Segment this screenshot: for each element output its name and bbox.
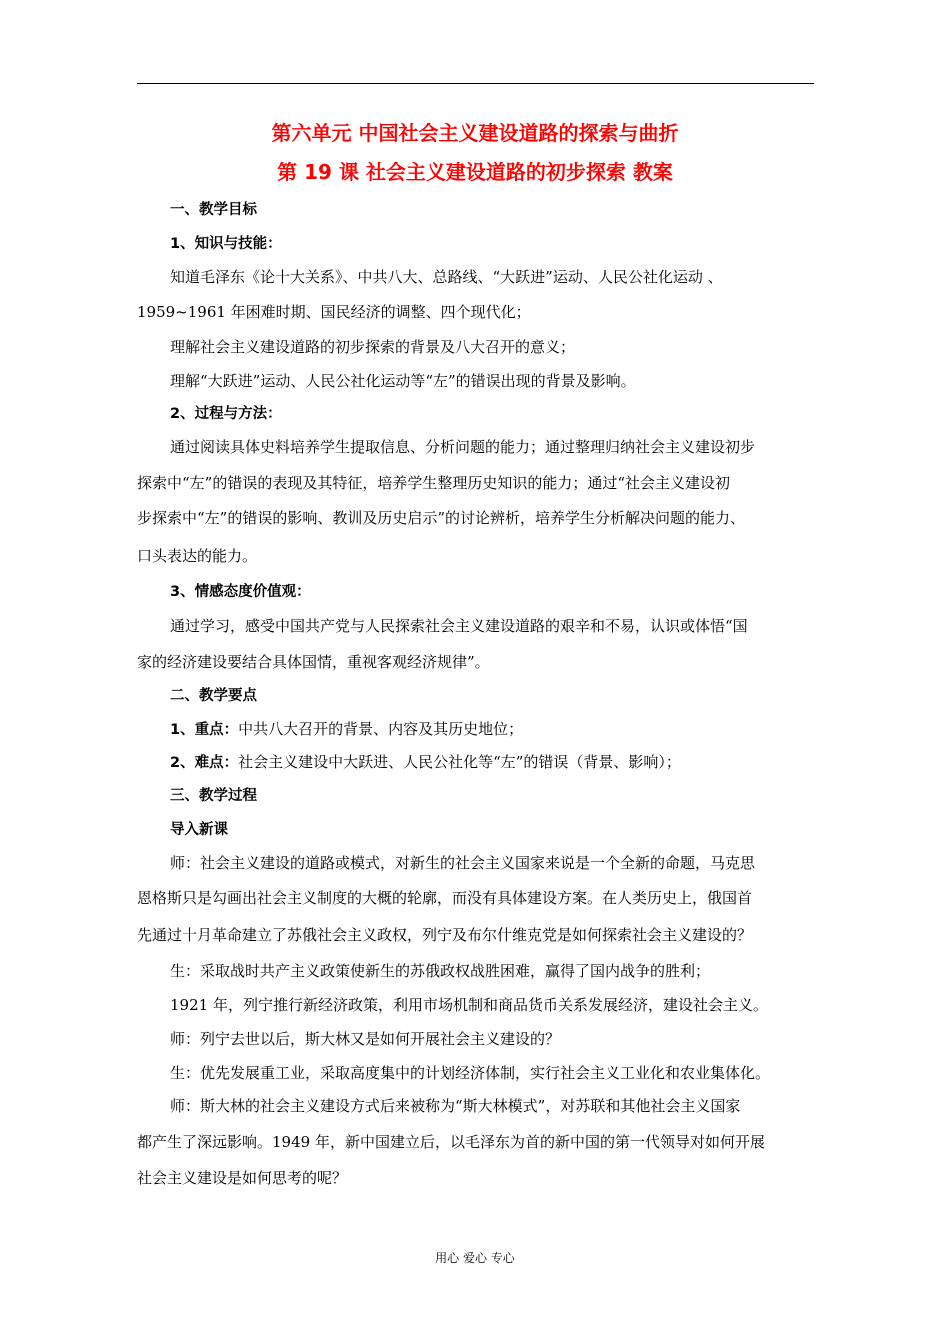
subheading-knowledge: 1、知识与技能： <box>170 236 282 252</box>
paragraph-line: 步探索中“左”的错误的影响、教训及历史启示”的讨论辨析，培养学生分析解决问题的能力、 <box>137 509 746 527</box>
header-rule <box>137 83 814 84</box>
keypoint-focus-text: 中共八大召开的背景、内容及其历史地位； <box>238 720 524 738</box>
paragraph-line: 理解“大跃进”运动、人民公社化运动等“左”的错误出现的背景及影响。 <box>170 372 636 390</box>
paragraph-line: 生：优先发展重工业，采取高度集中的计划经济体制，实行社会主义工业化和农业集体化。 <box>170 1064 771 1082</box>
paragraph-line: 社会主义建设是如何思考的呢？ <box>137 1169 348 1187</box>
paragraph-line: 师：社会主义建设的道路或模式，对新生的社会主义国家来说是一个全新的命题，马克思 <box>170 854 756 872</box>
paragraph-line: 口头表达的能力。 <box>137 547 258 565</box>
paragraph-line: 探索中“左”的错误的表现及其特征，培养学生整理历史知识的能力；通过“社会主义建设初 <box>137 474 731 492</box>
paragraph-line: 1959~1961 年困难时期、国民经济的调整、四个现代化； <box>137 303 531 321</box>
keypoint-focus-label: 1、重点： <box>170 722 239 738</box>
keypoint-difficulty-label: 2、难点： <box>170 755 239 771</box>
subheading-intro: 导入新课 <box>170 822 228 838</box>
paragraph-line: 师：斯大林的社会主义建设方式后来被称为“斯大林模式”，对苏联和其他社会主义国家 <box>170 1097 741 1115</box>
lesson-title: 第 19 课 社会主义建设道路的初步探索 教案 <box>277 160 673 184</box>
keypoint-focus <box>170 719 523 740</box>
unit-title: 第六单元 中国社会主义建设道路的探索与曲折 <box>271 121 679 145</box>
paragraph-line: 知道毛泽东《论十大关系》、中共八大、总路线、“大跃进”运动、人民公社化运动 、 <box>170 268 723 286</box>
keypoint-difficulty-text: 社会主义建设中大跃进、人民公社化等“左”的错误（背景、影响）； <box>238 753 681 771</box>
paragraph-line: 都产生了深远影响。1949 年，新中国建立后，以毛泽东为首的新中国的第一代领导对如何开展 <box>137 1133 765 1151</box>
paragraph-line: 恩格斯只是勾画出社会主义制度的大概的轮廓，而没有具体建设方案。在人类历史上，俄国首 <box>137 889 753 907</box>
subheading-values: 3、情感态度价值观： <box>170 584 311 600</box>
section-heading-objectives: 一、教学目标 <box>170 202 257 218</box>
paragraph-line: 生：采取战时共产主义政策使新生的苏俄政权战胜困难，赢得了国内战争的胜利； <box>170 962 711 980</box>
paragraph-line: 通过学习，感受中国共产党与人民探索社会主义建设道路的艰辛和不易，认识或体悟“国 <box>170 617 748 635</box>
paragraph-line: 先通过十月革命建立了苏俄社会主义政权，列宁及布尔什维克党是如何探索社会主义建设的？ <box>137 926 753 944</box>
section-heading-process: 三、教学过程 <box>170 788 257 804</box>
paragraph-line: 1921 年，列宁推行新经济政策，利用市场机制和商品货币关系发展经济，建设社会主义。 <box>170 996 768 1014</box>
page-footer: 用心 爱心 专心 <box>435 1251 515 1265</box>
keypoint-difficulty <box>170 752 681 773</box>
subheading-process: 2、过程与方法： <box>170 406 282 422</box>
paragraph-line: 师：列宁去世以后，斯大林又是如何开展社会主义建设的？ <box>170 1030 561 1048</box>
paragraph-line: 家的经济建设要结合具体国情，重视客观经济规律”。 <box>137 653 490 671</box>
paragraph-line: 理解社会主义建设道路的初步探索的背景及八大召开的意义； <box>170 338 576 356</box>
section-heading-keypoints: 二、教学要点 <box>170 688 257 704</box>
paragraph-line: 通过阅读具体史料培养学生提取信息、分析问题的能力；通过整理归纳社会主义建设初步 <box>170 438 756 456</box>
